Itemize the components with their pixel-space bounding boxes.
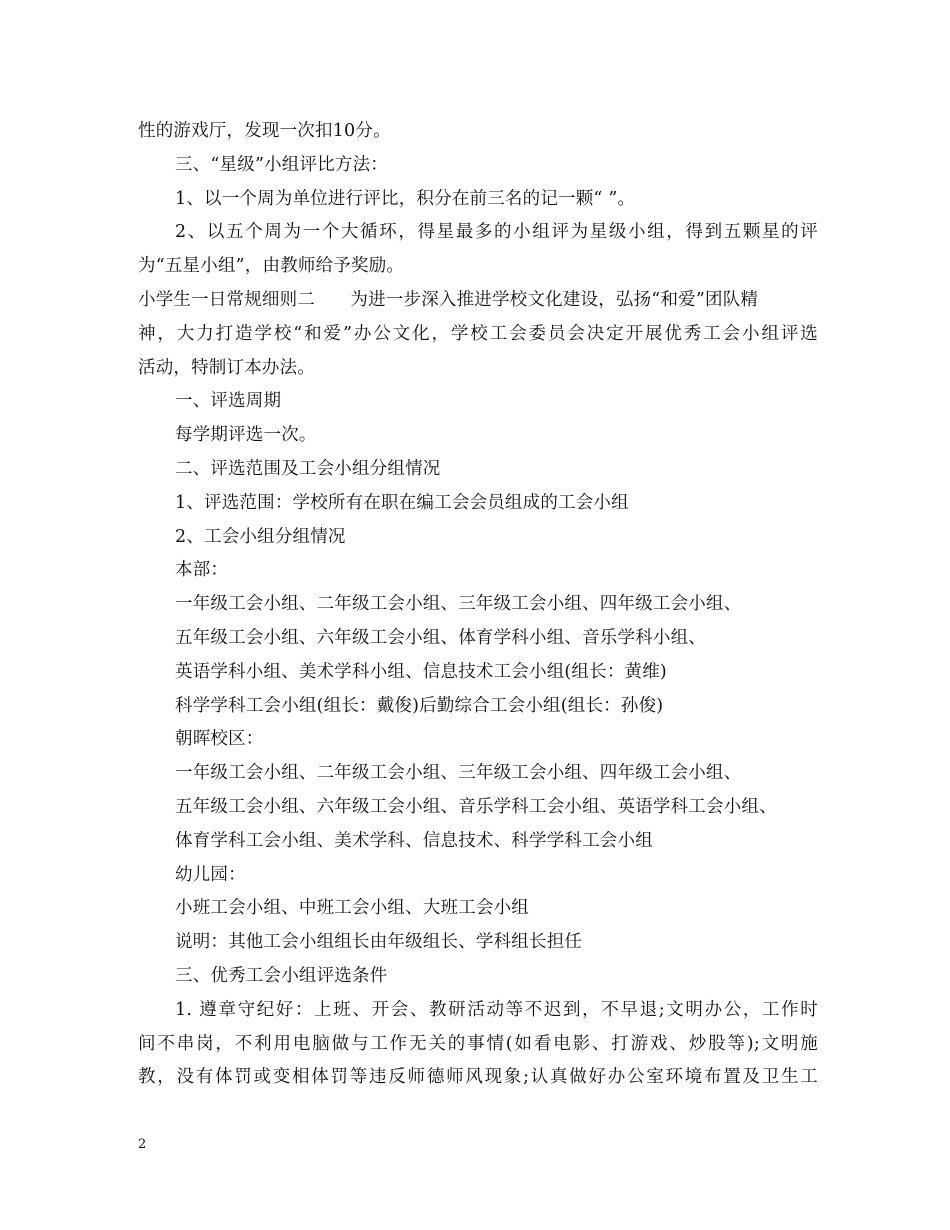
text-line: 本部：: [175, 560, 229, 581]
text-line: 2、工会小组分组情况: [175, 526, 346, 547]
text-line: 性的游戏厅，发现一次扣10分。: [138, 121, 391, 141]
section-heading: 二、评选范围及工会小组分组情况: [175, 458, 441, 479]
text-line: 五年级工会小组、六年级工会小组、体育学科小组、音乐学科小组、: [175, 627, 706, 648]
text-line: 2、以五个周为一个大循环，得星最多的小组评为星级小组，得到五颗星的评: [175, 222, 818, 243]
text-line: 每学期评选一次。: [175, 425, 317, 446]
text-line: 朝晖校区：: [175, 729, 264, 750]
text-line: 活动，特制订本办法。: [138, 357, 315, 378]
text-line: 教，没有体罚或变相体罚等违反师德师风现象;认真做好办公室环境布置及卫生工: [138, 1067, 818, 1088]
text-line: 体育学科工会小组、美术学科、信息技术、科学学科工会小组: [175, 830, 653, 851]
text-line: 说明：其他工会小组组长由年级组长、学科组长担任: [175, 932, 583, 953]
text-line: 1. 遵章守纪好：上班、开会、教研活动等不迟到，不早退;文明办公，工作时: [175, 999, 818, 1020]
section-heading: 三、优秀工会小组评选条件: [175, 965, 388, 986]
text-line: 一年级工会小组、二年级工会小组、三年级工会小组、四年级工会小组、: [175, 763, 742, 784]
text-line: 1、评选范围：学校所有在职在编工会会员组成的工会小组: [175, 492, 629, 513]
text-line: 科学学科工会小组(组长：戴俊)后勤综合工会小组(组长：孙俊): [175, 695, 664, 716]
text-line: 幼儿园：: [175, 864, 246, 885]
text-line: 间不串岗，不利用电脑做与工作无关的事情(如看电影、打游戏、炒股等);文明施: [138, 1033, 818, 1054]
section-heading: 一、评选周期: [175, 391, 282, 412]
text-line: 一年级工会小组、二年级工会小组、三年级工会小组、四年级工会小组、: [175, 594, 742, 615]
text-line: 小班工会小组、中班工会小组、大班工会小组: [175, 898, 529, 919]
text-line: 英语学科小组、美术学科小组、信息技术工会小组(组长：黄维): [175, 661, 667, 682]
text-line: 为“五星小组”，由教师给予奖励。: [138, 256, 405, 277]
text-line: 小学生一日常规细则二 为进一步深入推进学校文化建设，弘扬“和爱”团队精: [138, 289, 759, 310]
page-number: 2: [138, 1137, 147, 1152]
section-heading: 三、“星级”小组评比方法：: [175, 154, 388, 175]
text-line: 1、以一个周为单位进行评比，积分在前三名的记一颗“ ”。: [175, 188, 636, 209]
text-line: 五年级工会小组、六年级工会小组、音乐学科工会小组、英语学科工会小组、: [175, 796, 777, 817]
document-body: [138, 115, 818, 1095]
text-line: 神，大力打造学校“和爱”办公文化，学校工会委员会决定开展优秀工会小组评选: [138, 323, 818, 344]
